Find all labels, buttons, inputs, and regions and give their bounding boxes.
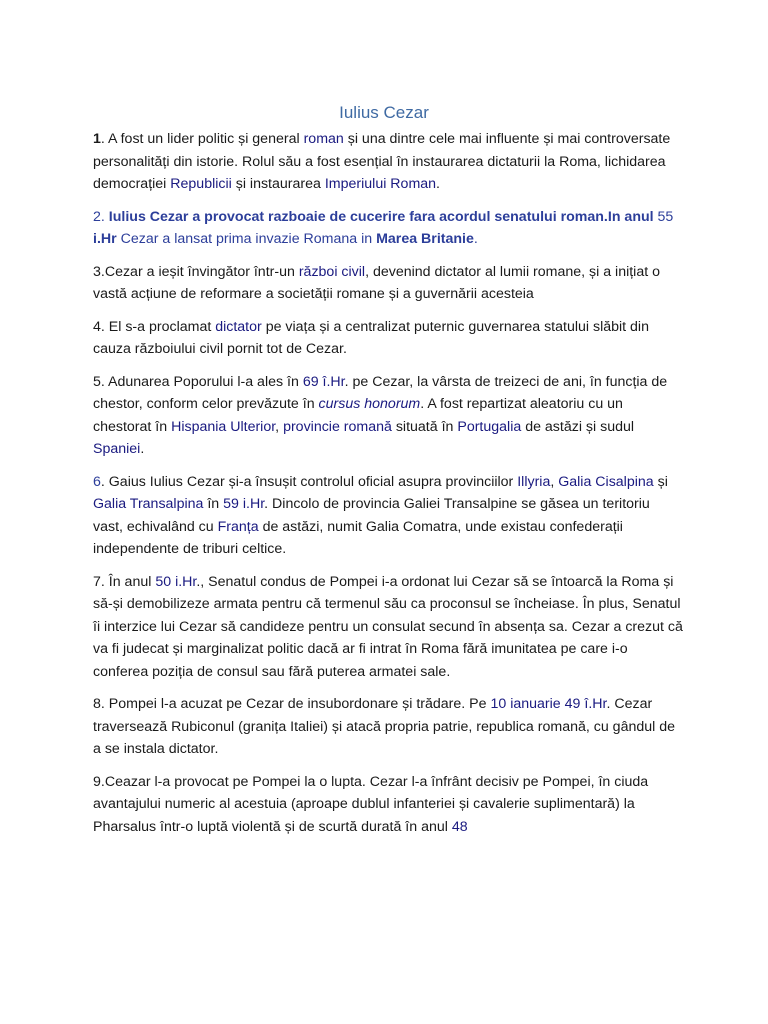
text-segment: . A fost un lider politic și general — [100, 131, 304, 147]
paragraph-4 — [93, 316, 683, 361]
text-segment: pe viața și a centralizat puternic guvernarea statului slăbit din cauza războiului civil pornit tot de Cezar. — [93, 318, 649, 357]
text-segment: de astăzi și sudul — [521, 418, 635, 435]
link-text[interactable]: Hispania Ulterior — [171, 418, 276, 435]
text-segment: . A fost repartizat aleatoriu cu un chestorat în — [93, 396, 623, 435]
link-text[interactable]: Galia Transalpina — [93, 496, 204, 512]
link-text[interactable]: i.Hr — [175, 573, 197, 590]
page-title: Iulius Cezar — [339, 103, 429, 122]
link-text[interactable]: î.Hr — [584, 696, 607, 712]
text-segment: . Cezar traversează Rubiconul (granița Italiei) și atacă propria patrie, republica romană, cu gândul de a se instala dictator. — [93, 696, 676, 757]
paragraph-3 — [93, 261, 683, 306]
paragraph-1 — [93, 128, 683, 196]
paragraph-7 — [93, 571, 683, 684]
text-segment: și — [653, 473, 668, 490]
text-segment: în — [203, 496, 224, 512]
paragraph-9 — [93, 771, 683, 839]
link-text[interactable]: provincie romană — [283, 418, 392, 435]
paragraph-2 — [93, 206, 683, 251]
text-segment: 4. El s-a proclamat — [93, 318, 216, 335]
text-segment: Iulius Cezar a provocat razboaie de cucerire fara acordul senatului roman.In anul — [108, 208, 658, 225]
text-segment: Marea Britanie — [376, 231, 474, 247]
text-segment: 8. Pompei l-a acuzat pe Cezar de insubordonare și trădare. Pe — [93, 696, 491, 712]
text-segment: . — [140, 441, 145, 457]
text-segment: , devenind dictator al lumii romane, și a inițiat o vastă acțiune de reformare a societății romane și a guvernării acesteia — [93, 263, 660, 302]
link-text[interactable]: i.Hr — [242, 496, 265, 512]
text-segment: ., Senatul condus de Pompei i-a ordonat lui Cezar să se întoarcă la Roma și să-și demobilizeze armata pentru că termenul său ca proconsul se încheiase. În plus, Senatul îi interzice lui Cezar să candideze pentru un consulat secund în absența sa. Cezar a crezut că va fi judecat și marginalizat politic dacă ar fi intrat în Roma fără imunitatea pe care i-o conferea poziția de consul sau fără puterea armatei sale. — [93, 573, 683, 680]
link-text[interactable]: 69 — [302, 373, 319, 390]
link-text[interactable]: 59 — [223, 496, 239, 512]
paragraph-5 — [93, 371, 683, 461]
text-segment: situată în — [391, 418, 458, 435]
text-segment: . — [436, 176, 440, 192]
link-text[interactable]: Spaniei — [93, 441, 141, 457]
text-segment: 6 — [93, 473, 101, 490]
link-text[interactable]: cursus honorum — [318, 396, 421, 412]
link-text[interactable]: Imperiului Roman — [324, 176, 437, 192]
text-segment: 2. — [93, 208, 109, 225]
text-segment: . — [473, 231, 478, 247]
text-segment: 7. În anul — [93, 573, 156, 590]
text-segment: și una dintre cele mai influente și mai controversate personalități din istorie. Rolul său a fost esențial în instaurarea dictaturii la Roma, lichidarea democrației — [93, 131, 671, 192]
text-segment: Cezar a lansat prima invazie Romana in — [116, 231, 377, 247]
link-text[interactable]: î.Hr — [322, 373, 345, 390]
link-text[interactable]: 50 — [155, 573, 172, 590]
link-text[interactable]: Illyria — [517, 473, 551, 490]
text-segment: și instaurarea — [231, 176, 325, 192]
text-segment: i.Hr — [93, 231, 117, 247]
text-segment: 5. Adunarea Poporului l-a ales în — [93, 373, 303, 390]
text-segment: , — [275, 418, 284, 435]
text-segment: . Gaius Iulius Cezar și-a însușit controlul oficial asupra provinciilor — [100, 473, 518, 490]
link-text[interactable]: Republicii — [170, 176, 232, 192]
document-body — [93, 128, 683, 848]
link-text[interactable]: Portugalia — [457, 418, 522, 435]
text-segment: 55 — [657, 208, 674, 225]
link-text[interactable]: 48 — [451, 818, 468, 835]
link-text[interactable]: roman — [303, 131, 344, 147]
text-segment: . pe Cezar, la vârsta de treizeci de ani, în funcția de chestor, conform celor prevăzute în — [93, 373, 668, 412]
link-text[interactable]: război civil — [298, 263, 366, 280]
text-segment: , — [550, 473, 559, 490]
link-text[interactable]: 10 ianuarie — [490, 696, 561, 712]
text-segment: de astăzi, numit Galia Comatra, unde existau confederații independente de triburi celtice. — [93, 518, 623, 557]
link-text[interactable]: dictator — [215, 318, 262, 335]
text-segment: 3.Cezar a ieșit învingător într-un — [93, 263, 299, 280]
paragraph-8 — [93, 693, 683, 761]
text-segment: 1 — [93, 131, 101, 147]
link-text[interactable]: Franța — [217, 518, 259, 535]
text-segment: . Dincolo de provincia Galiei Transalpine se găsea un teritoriu vast, echivalând cu — [93, 496, 650, 535]
link-text[interactable]: Galia Cisalpina — [558, 473, 654, 490]
text-segment: 9.Ceazar l-a provocat pe Pompei la o lupta. Cezar l-a înfrânt decisiv pe Pompei, în ciuda avantajului numeric al acestuia (aproape dublul infanteriei și cavalerie suplimentară) la Pharsalus într-o luptă violentă și de scurtă durată în anul — [93, 773, 649, 835]
paragraph-6 — [93, 471, 683, 561]
link-text[interactable]: 49 — [564, 696, 581, 712]
